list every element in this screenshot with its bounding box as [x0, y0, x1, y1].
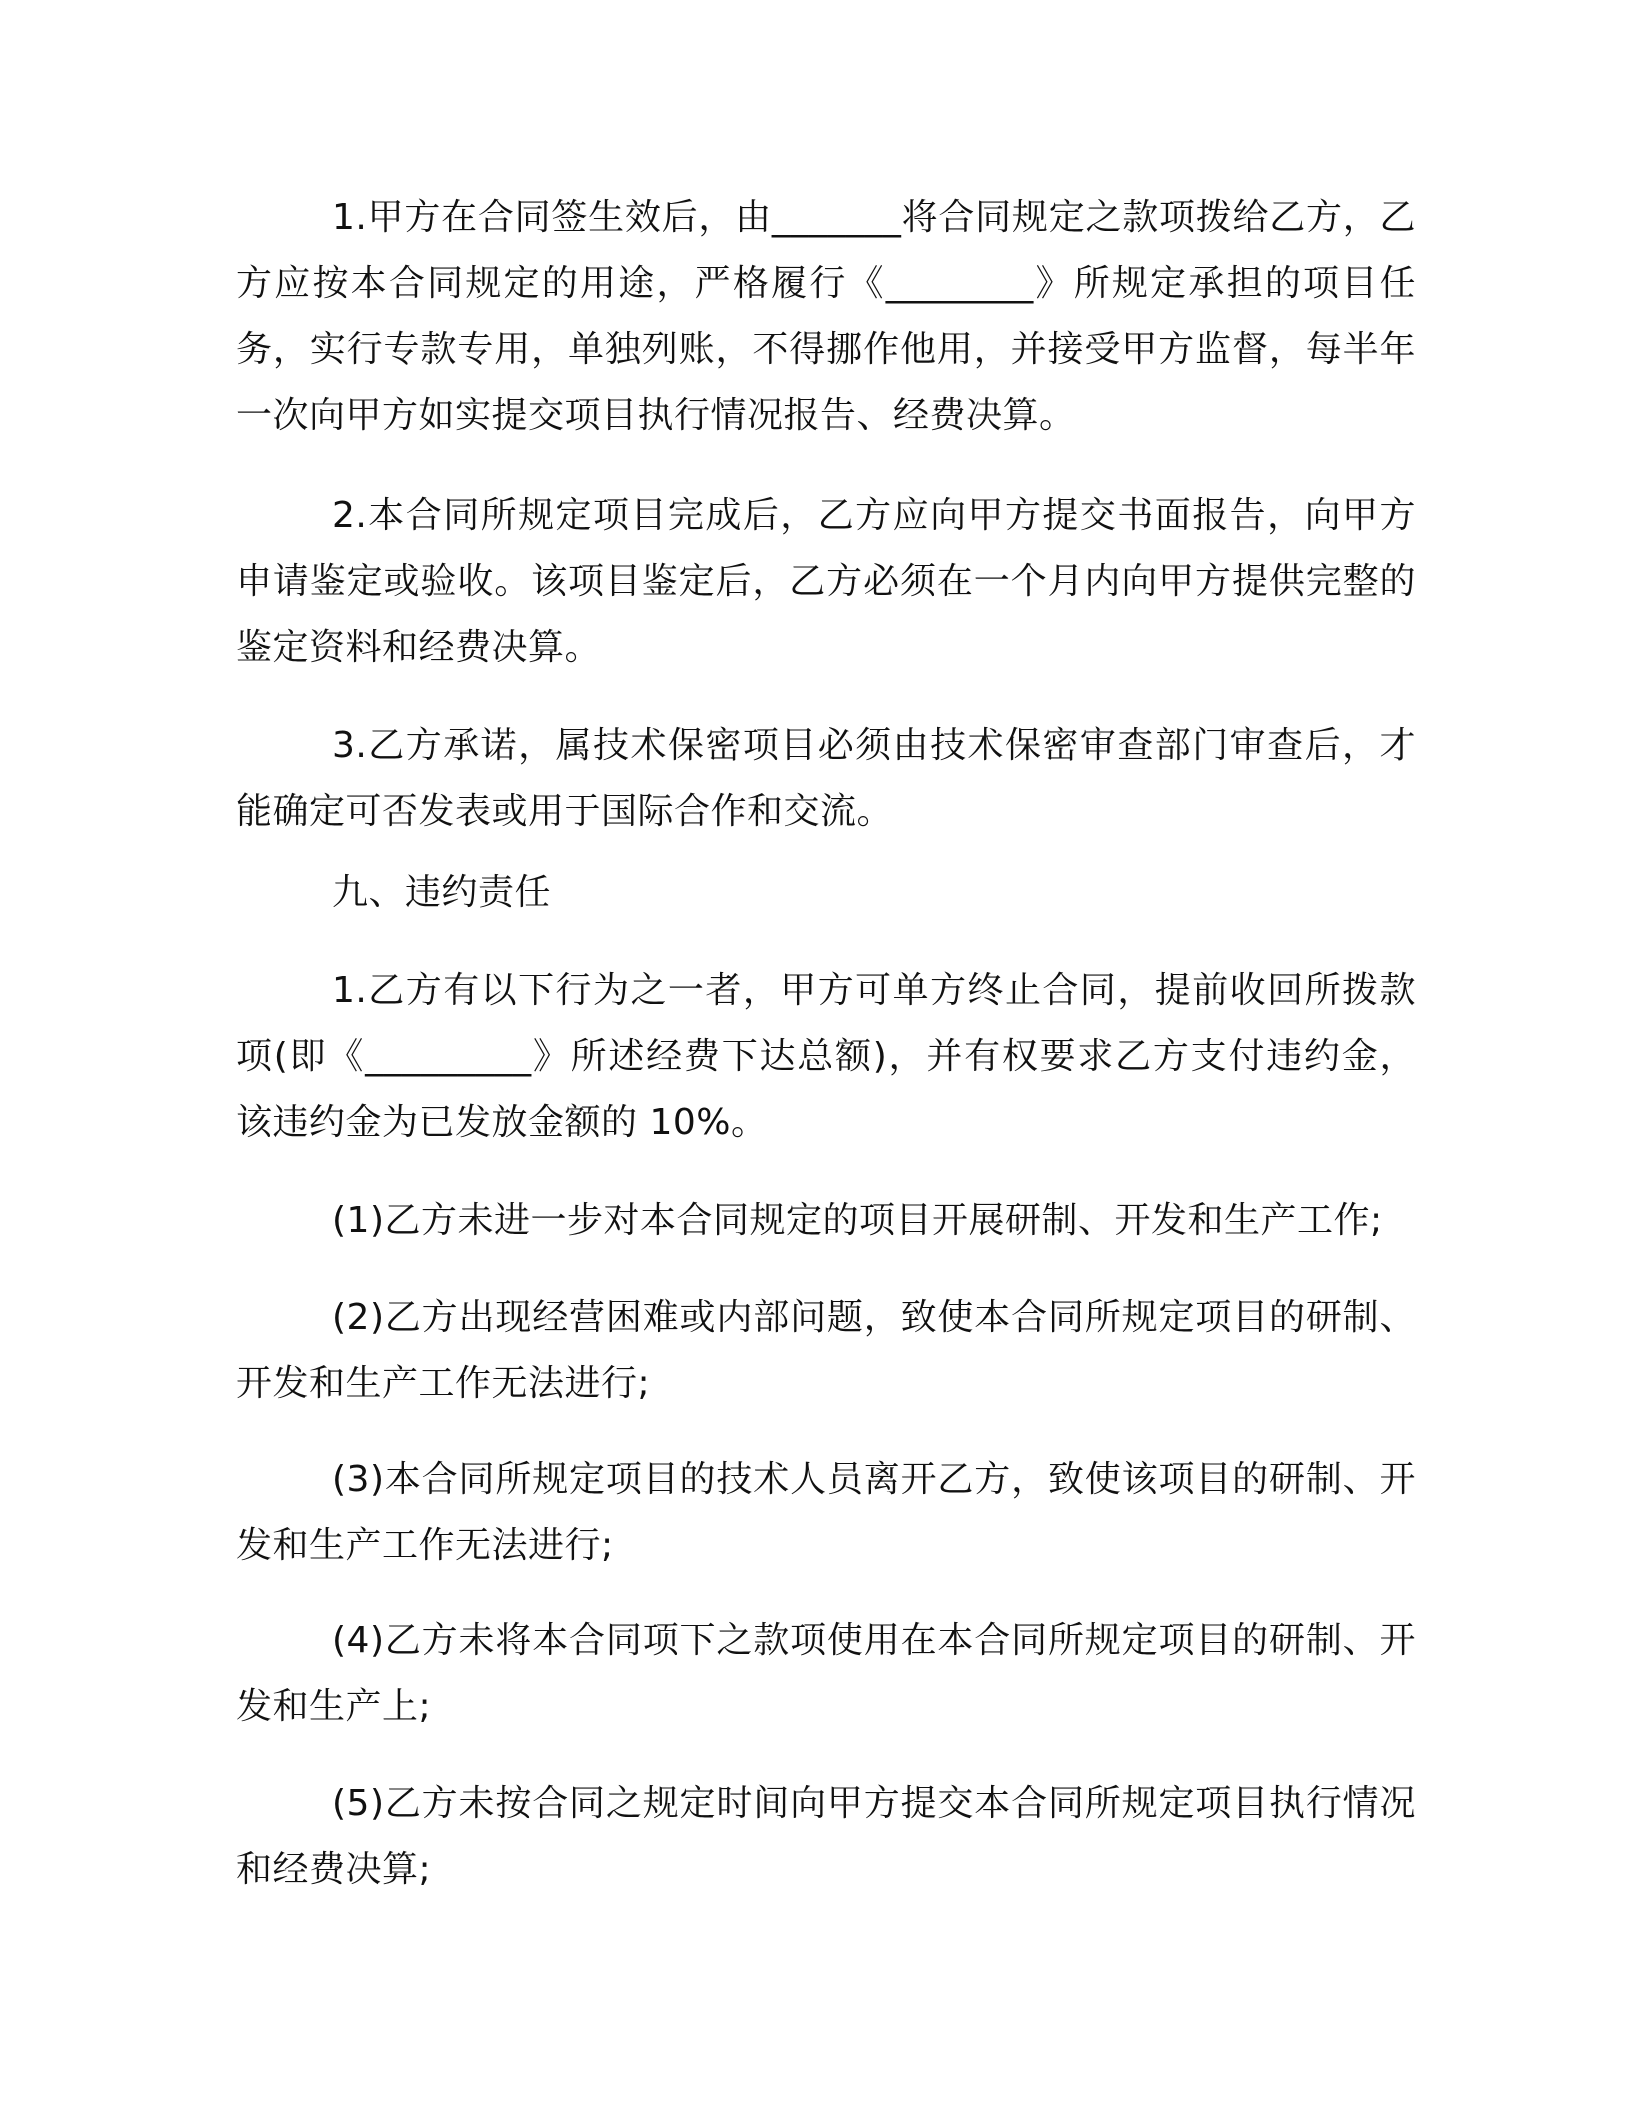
section-heading-breach-liability: 九、违约责任 — [332, 872, 552, 913]
item-2-paragraph: (2)乙方出现经营困难或内部问题，致使本合同所规定项目的研制、开发和生产工作无法进行; — [236, 1297, 1416, 1404]
clause-8-3-paragraph: 3.乙方承诺，属技术保密项目必须由技术保密审查部门审查后，才能确定可否发表或用于国际合作和交流。 — [236, 725, 1416, 832]
clause-8-2-paragraph: 2.本合同所规定项目完成后，乙方应向甲方提交书面报告，向甲方申请鉴定或验收。该项目鉴定后，乙方必须在一个月内向甲方提供完整的鉴定资料和经费决算。 — [236, 495, 1416, 668]
clause-8-1-paragraph: 1.甲方在合同签生效后，由_______将合同规定之款项拨给乙方，乙方应按本合同规定的用途，严格履行《________》所规定承担的项目任务，实行专款专用，单独列账，不得挪作他用，并接受甲方监督，每半年一次向甲方如实提交项目执行情况报告、经费决算。 — [236, 197, 1416, 436]
clause-9-1-paragraph: 1.乙方有以下行为之一者，甲方可单方终止合同，提前收回所拨款项(即《_________》所述经费下达总额)，并有权要求乙方支付违约金，该违约金为已发放金额的 10%。 — [236, 970, 1416, 1143]
item-3-paragraph: (3)本合同所规定项目的技术人员离开乙方，致使该项目的研制、开发和生产工作无法进行; — [236, 1459, 1416, 1566]
item-1-paragraph: (1)乙方未进一步对本合同规定的项目开展研制、开发和生产工作; — [332, 1200, 1383, 1241]
item-4-paragraph: (4)乙方未将本合同项下之款项使用在本合同所规定项目的研制、开发和生产上; — [236, 1620, 1416, 1727]
item-5-paragraph: (5)乙方未按合同之规定时间向甲方提交本合同所规定项目执行情况和经费决算; — [236, 1783, 1416, 1890]
